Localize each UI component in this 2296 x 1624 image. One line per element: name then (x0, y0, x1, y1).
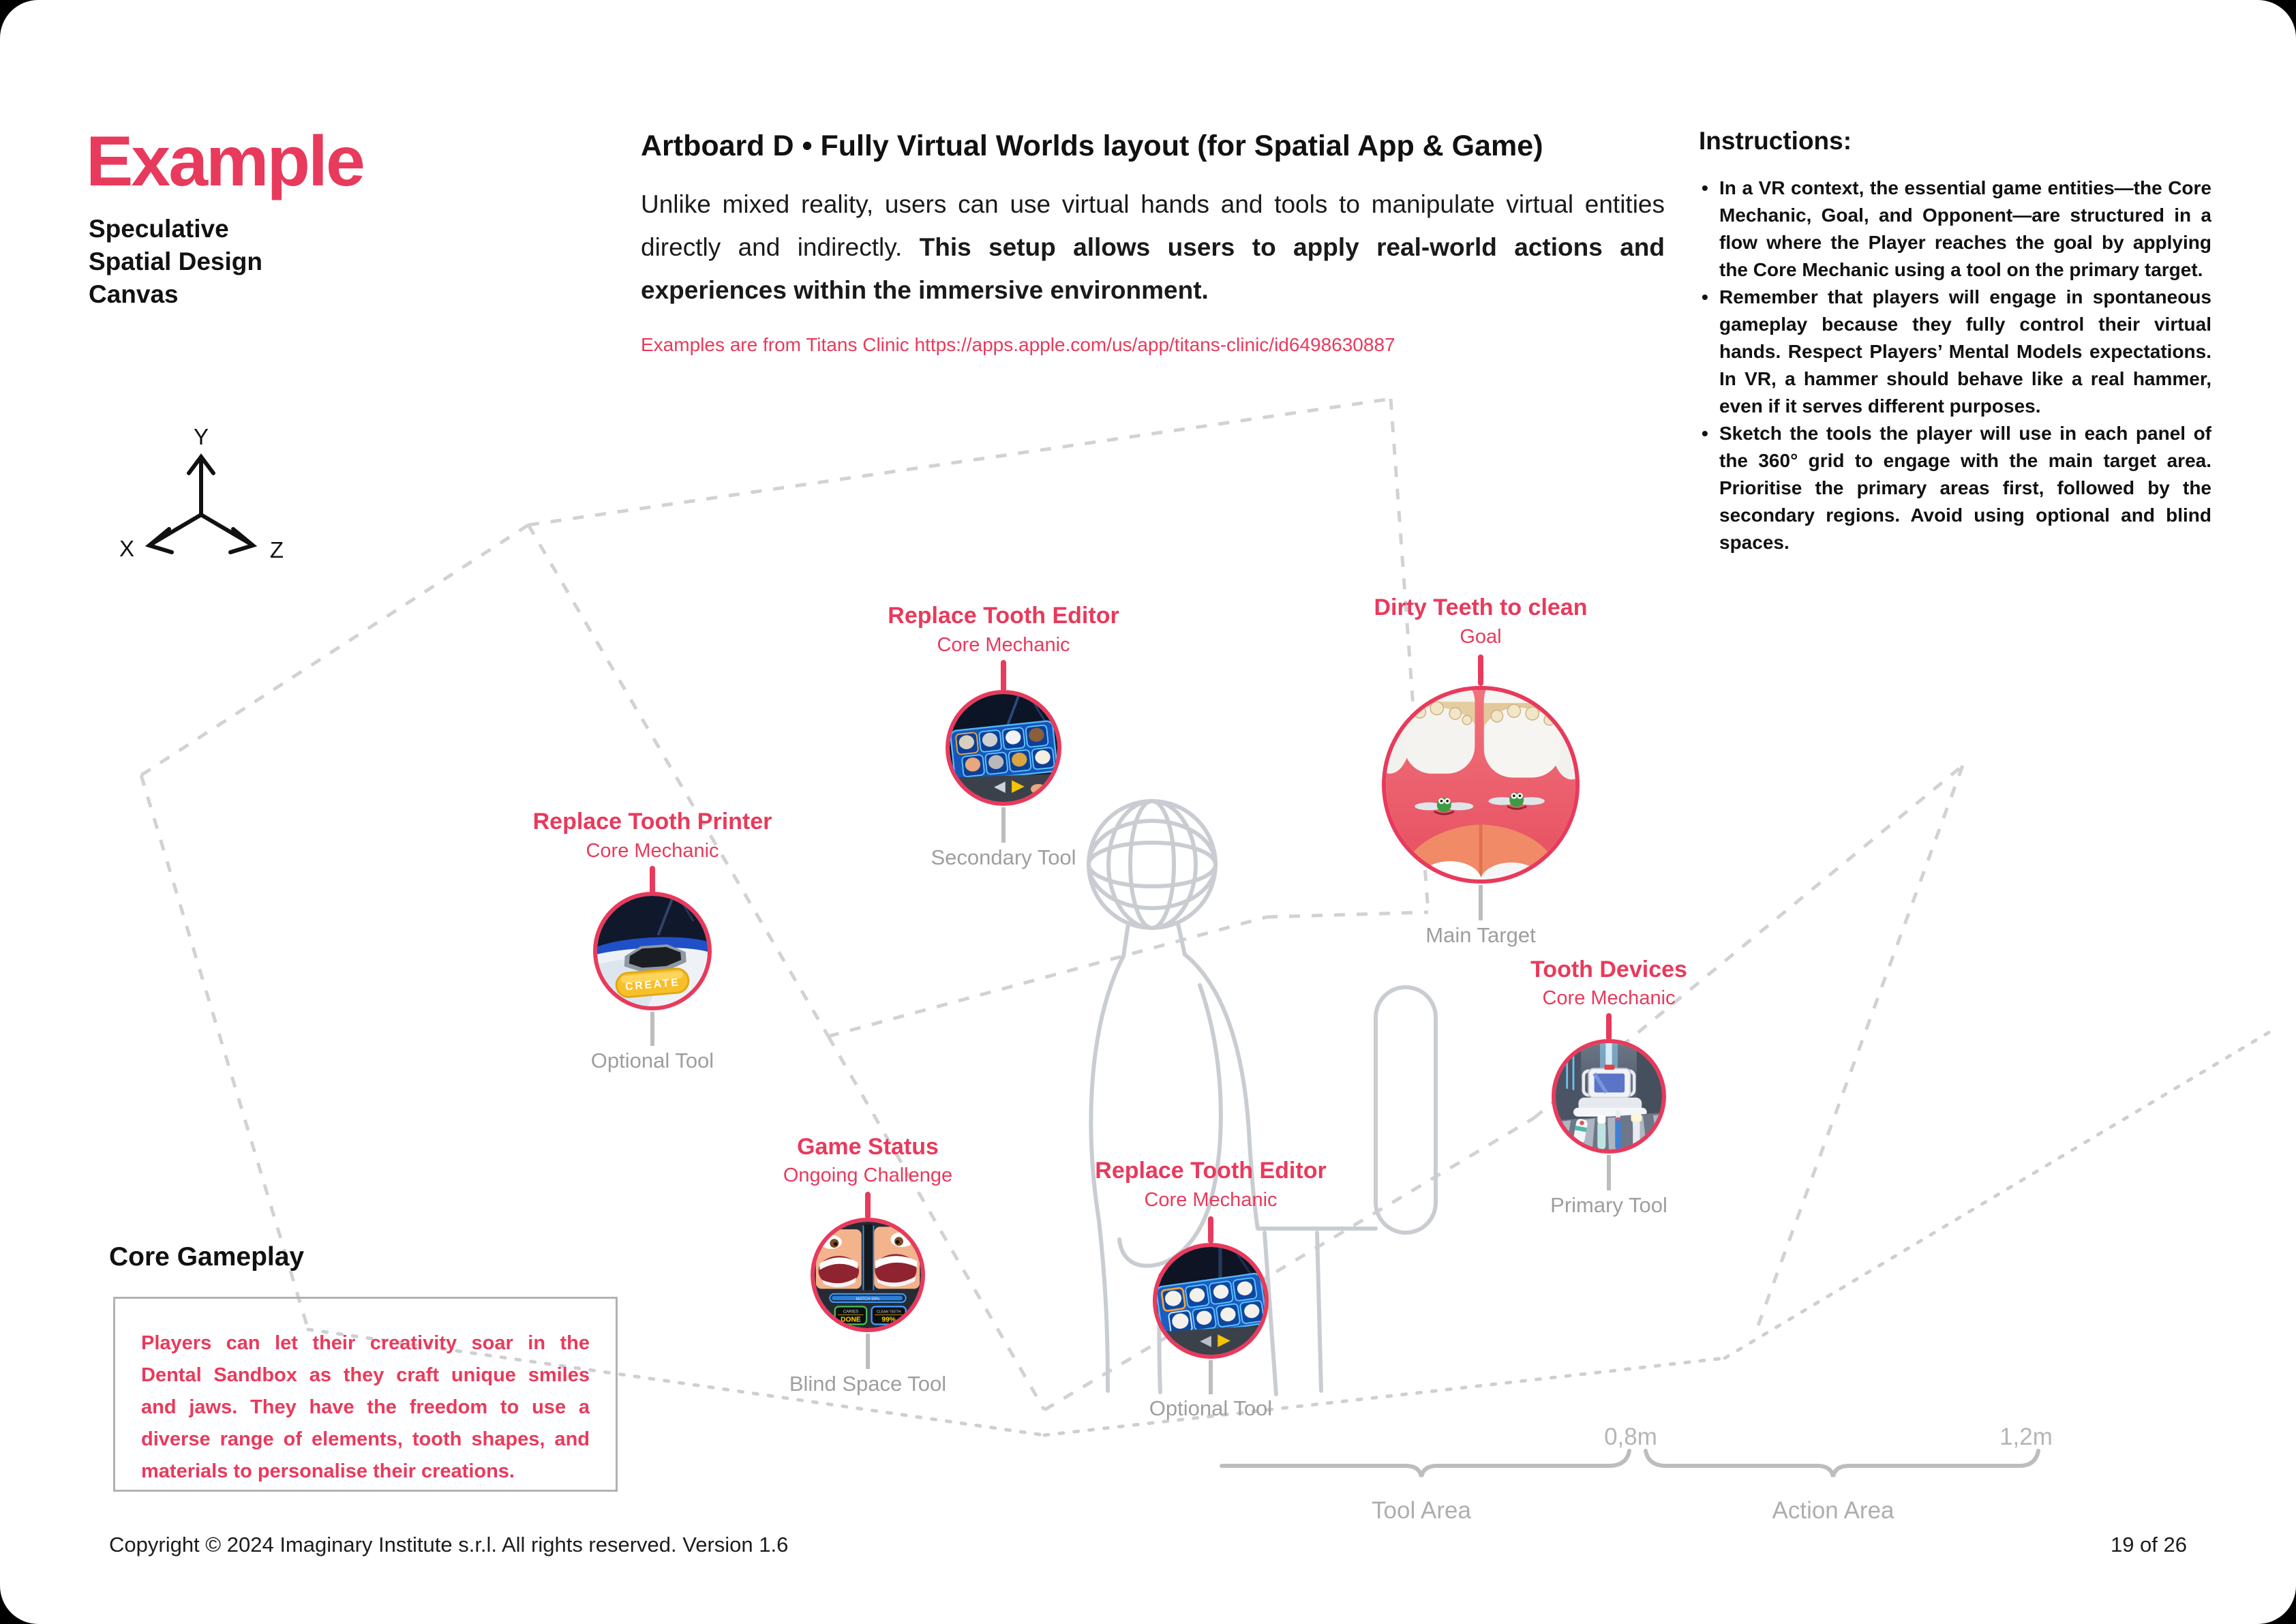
match-progress-label: MATCH 99% (856, 1297, 880, 1302)
page-number: 19 of 26 (2110, 1533, 2187, 1557)
node-subtitle: Core Mechanic (937, 634, 1070, 656)
bullet-icon: • (1702, 177, 1708, 198)
connector-line (1606, 1013, 1612, 1040)
clean-teeth-label: CLEAN TEETH (876, 1310, 901, 1314)
page-title: Artboard D • Fully Virtual Worlds layout (for Spatial App & Game) (641, 130, 1543, 162)
node-image-replace-tooth-editor-bottom (1153, 1243, 1269, 1359)
action-area-label: Action Area (1772, 1497, 1894, 1524)
logo-subtitle: Speculative Spatial Design Canvas (89, 215, 262, 308)
axis-x-arrow (151, 515, 201, 544)
core-gameplay-box (113, 1297, 618, 1492)
instruction-item: • Remember that players will engage in spontaneous gameplay because they fully control their virtual hands. Respect Players’ Mental Models expectations. In VR, a hammer should behave like a real hammer, even if it serves different purposes. (1699, 284, 2211, 420)
connector-line (865, 1192, 871, 1219)
node-title-replace-tooth-editor-bottom: Replace Tooth Editor (1095, 1158, 1327, 1184)
page-description (641, 183, 1665, 312)
caries-value: DONE (841, 1316, 861, 1324)
description-normal: Unlike mixed reality, users can use virtual hands and tools to manipulate virtual entities directly and indirectly. (641, 190, 1665, 261)
node-image-tooth-devices (1552, 1039, 1666, 1154)
node-label-optional-tool-bottom: Optional Tool (1149, 1396, 1273, 1420)
connector-line (1209, 1360, 1213, 1394)
source-link[interactable]: Examples are from Titans Clinic https://apps.apple.com/us/app/titans-clinic/id6498630887 (641, 334, 1395, 355)
create-button-label: CREATE (624, 976, 681, 993)
node-subtitle: Core Mechanic (586, 840, 719, 862)
tool-area-width-value: 0,8m (1604, 1424, 1657, 1450)
instruction-item: • In a VR context, the essential game entities—the Core Mechanic, Goal, and Opponent—are structured in a flow where the Player reaches the goal by applying the Core Mechanic using a tool on the primary target. (1699, 175, 2211, 284)
caries-label: CARIES (843, 1310, 859, 1314)
core-gameplay-body: Players can let their creativity soar in the Dental Sandbox as they craft unique smiles and jaws. They have the freedom to use a diverse range of elements, tooth shapes, and materials to personalise their creations. (141, 1332, 590, 1482)
axis-x-label: X (119, 536, 135, 561)
logo-wordmark: Example (86, 122, 363, 201)
axis-z-label: Z (269, 537, 284, 562)
connector-line (1607, 1155, 1611, 1190)
connector-line (1001, 660, 1006, 691)
node-title-replace-tooth-printer: Replace Tooth Printer (532, 809, 772, 834)
globe-head-icon (1089, 801, 1215, 928)
node-image-game-status (811, 1218, 925, 1332)
node-title-game-status: Game Status (797, 1134, 939, 1160)
connector-line (1479, 885, 1483, 920)
node-image-replace-tooth-editor-top (946, 690, 1061, 806)
node-image-replace-tooth-printer (593, 892, 712, 1010)
node-title-tooth-devices: Tooth Devices (1530, 957, 1687, 982)
bullet-icon: • (1702, 423, 1708, 444)
node-label-primary-tool: Primary Tool (1550, 1193, 1667, 1217)
node-subtitle: Goal (1460, 626, 1502, 648)
connector-line (866, 1334, 870, 1369)
node-image-dirty-teeth (1382, 686, 1580, 884)
instructions-panel (1699, 127, 2211, 556)
clean-teeth-value: 99% (881, 1316, 896, 1324)
connector-line (650, 866, 655, 894)
connector-line (1208, 1216, 1213, 1244)
connector-line (1478, 655, 1483, 686)
node-subtitle: Core Mechanic (1144, 1189, 1278, 1211)
connector-line (650, 1012, 654, 1046)
bullet-icon: • (1702, 286, 1708, 307)
node-label-secondary-tool: Secondary Tool (931, 845, 1076, 869)
instructions-list (1699, 175, 2211, 556)
instructions-heading: Instructions: (1699, 127, 1852, 155)
node-label-blind-space-tool: Blind Space Tool (789, 1372, 947, 1396)
copyright-text: Copyright © 2024 Imaginary Institute s.r.l. All rights reserved. Version 1.6 (109, 1533, 789, 1557)
axis-z-arrow (201, 515, 251, 544)
node-label-optional-tool: Optional Tool (590, 1049, 714, 1072)
tool-area-label: Tool Area (1372, 1497, 1471, 1524)
connector-line (1001, 807, 1006, 843)
description-bold: This setup allows users to apply real-world actions and experiences within the immersive environment. (641, 233, 1665, 304)
node-title-replace-tooth-editor-top: Replace Tooth Editor (888, 603, 1119, 629)
chair-back (1376, 987, 1436, 1233)
action-area-width-value: 1,2m (1999, 1424, 2053, 1450)
axis-y-label: Y (193, 424, 209, 449)
core-gameplay-heading: Core Gameplay (109, 1242, 305, 1272)
node-subtitle: Ongoing Challenge (783, 1164, 953, 1186)
node-label-main-target: Main Target (1425, 923, 1536, 947)
node-title-dirty-teeth: Dirty Teeth to clean (1374, 595, 1588, 620)
instruction-item: • Sketch the tools the player will use in each panel of the 360° grid to engage with the main target area. Prioritise the primary areas first, followed by the secondary regions. Avoid using optional and blind spaces. (1699, 420, 2211, 556)
node-subtitle: Core Mechanic (1542, 987, 1676, 1009)
